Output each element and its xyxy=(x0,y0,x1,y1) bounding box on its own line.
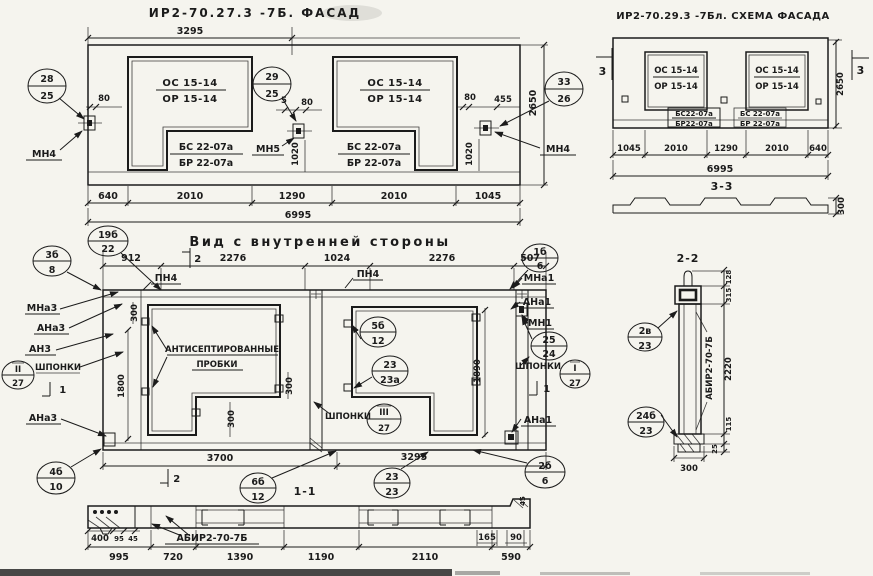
svg-text:АН3: АН3 xyxy=(29,344,51,355)
svg-text:165: 165 xyxy=(478,533,496,543)
dim-label: 2110 xyxy=(411,552,439,563)
svg-text:ОР 15-14: ОР 15-14 xyxy=(162,94,218,105)
section-mark-2-bottom xyxy=(160,469,181,487)
section-2-2-base xyxy=(674,434,704,444)
svg-text:АБИР2-70-7Б: АБИР2-70-7Б xyxy=(176,533,248,544)
shponki-label-mid xyxy=(314,402,401,434)
callout-3b-8 xyxy=(33,246,101,290)
facade-sill-right-mark xyxy=(338,142,410,169)
schema-view xyxy=(596,11,869,217)
section-3-3-title: 3-3 xyxy=(710,180,734,193)
dim-label: 507 xyxy=(520,253,540,264)
dim-label: 640 xyxy=(809,144,827,154)
an3-label xyxy=(25,334,113,355)
svg-text:12: 12 xyxy=(371,336,385,347)
svg-text:80: 80 xyxy=(98,94,110,104)
facade-view xyxy=(26,5,583,226)
svg-text:1020: 1020 xyxy=(291,142,301,166)
antiseptic-plugs-label xyxy=(152,326,279,387)
dim-label: 1290 xyxy=(278,191,306,202)
section-mark-1-right xyxy=(529,381,551,395)
svg-text:ПН4: ПН4 xyxy=(356,269,380,280)
callout-2b-6 xyxy=(473,450,565,488)
dim-label: 2276 xyxy=(219,253,247,264)
svg-text:26: 26 xyxy=(557,94,571,105)
svg-text:МН4: МН4 xyxy=(545,144,571,155)
svg-text:2в: 2в xyxy=(638,326,652,337)
section-mark-3-left xyxy=(596,48,612,80)
schema-sill-left-mark xyxy=(668,108,720,128)
svg-text:300: 300 xyxy=(837,197,847,215)
section-2-2-title: 2-2 xyxy=(676,252,700,265)
svg-text:3б: 3б xyxy=(45,250,59,261)
svg-text:БР22-07а: БР22-07а xyxy=(675,120,713,128)
callout-33-26 xyxy=(500,72,583,126)
abir-label-rotated: АБИР2-70-7Б xyxy=(705,336,715,400)
schema-sill-right-mark xyxy=(734,108,786,128)
mna1-label xyxy=(513,273,556,288)
dim-label: 1290 xyxy=(714,144,738,154)
abir-label xyxy=(152,516,259,544)
facade-window-left-mark xyxy=(156,78,226,105)
svg-text:ШПОНКИ: ШПОНКИ xyxy=(324,412,372,422)
svg-text:БС 22-07а: БС 22-07а xyxy=(346,142,402,153)
dim-label: 2010 xyxy=(664,144,688,154)
svg-text:25: 25 xyxy=(265,89,279,100)
svg-text:22: 22 xyxy=(101,244,115,255)
svg-text:3: 3 xyxy=(856,64,866,77)
section-1-1 xyxy=(85,496,533,563)
dim-label: 912 xyxy=(121,253,141,264)
svg-text:455: 455 xyxy=(494,95,512,105)
svg-text:АНа3: АНа3 xyxy=(36,323,66,334)
svg-text:1: 1 xyxy=(59,385,67,396)
svg-text:БС 22-07а: БС 22-07а xyxy=(739,110,781,118)
svg-text:2: 2 xyxy=(173,474,181,485)
dim-label: 720 xyxy=(163,552,183,563)
svg-text:29: 29 xyxy=(265,72,279,83)
schema-window-right xyxy=(746,52,808,110)
schema-dim-bottom xyxy=(610,130,831,180)
ana3-label-b xyxy=(26,413,106,436)
svg-text:5б: 5б xyxy=(371,321,385,332)
shponki-label-right xyxy=(515,357,590,389)
dim-label: 3700 xyxy=(206,453,234,464)
dim-label: 590 xyxy=(501,552,521,563)
svg-text:315: 315 xyxy=(725,287,733,303)
svg-text:ОС 15-14: ОС 15-14 xyxy=(654,66,698,76)
svg-text:28: 28 xyxy=(40,74,54,85)
dim-label: 995 xyxy=(109,552,129,563)
svg-text:33: 33 xyxy=(557,77,571,88)
facade-dim-top xyxy=(85,26,520,55)
svg-text:2: 2 xyxy=(194,254,202,265)
svg-text:10: 10 xyxy=(49,482,63,493)
dim-label: 1190 xyxy=(307,552,335,563)
svg-text:128: 128 xyxy=(725,269,733,285)
dim-label: 3295 xyxy=(176,26,204,37)
pn4-label-a xyxy=(143,273,181,290)
svg-text:ШПОНКИ: ШПОНКИ xyxy=(34,363,82,373)
svg-text:1800: 1800 xyxy=(117,374,127,398)
svg-text:ОС 15-14: ОС 15-14 xyxy=(755,66,799,76)
section-1-1-dim-chain xyxy=(85,530,533,563)
svg-text:27: 27 xyxy=(378,424,390,434)
svg-text:БР 22-07а: БР 22-07а xyxy=(346,158,402,169)
svg-text:23: 23 xyxy=(385,472,399,483)
dim-label: 2010 xyxy=(176,191,204,202)
svg-text:МН1: МН1 xyxy=(527,318,553,329)
svg-text:25: 25 xyxy=(711,444,719,454)
svg-text:300: 300 xyxy=(285,377,295,395)
dim-label: 1045 xyxy=(474,191,502,202)
svg-text:1: 1 xyxy=(543,384,551,395)
plug-mark xyxy=(344,320,352,327)
pn4-label-b xyxy=(345,269,383,288)
svg-text:ПРОБКИ: ПРОБКИ xyxy=(196,360,238,370)
svg-text:8: 8 xyxy=(48,265,56,276)
dim-label: 1045 xyxy=(617,144,641,154)
svg-text:19б: 19б xyxy=(98,230,118,241)
anchor-symbol-right xyxy=(474,121,499,135)
svg-text:БР 22-07а: БР 22-07а xyxy=(739,120,781,128)
svg-text:2650: 2650 xyxy=(836,72,846,96)
svg-text:12: 12 xyxy=(251,492,265,503)
dim-label: 2010 xyxy=(380,191,408,202)
scan-artifacts xyxy=(0,569,810,576)
inner-view xyxy=(2,226,590,503)
inner-vdims xyxy=(117,302,488,442)
svg-text:1б: 1б xyxy=(533,247,547,258)
dim-label: 6995 xyxy=(284,210,312,221)
svg-text:300: 300 xyxy=(227,410,237,428)
dim-label: 2010 xyxy=(765,144,789,154)
svg-text:ШПОНКИ: ШПОНКИ xyxy=(514,362,562,372)
callout-23-23a xyxy=(354,356,408,388)
anchor-label-mn4-left xyxy=(26,131,82,160)
svg-text:АНа1: АНа1 xyxy=(522,297,552,308)
svg-text:II: II xyxy=(14,365,22,375)
svg-text:23: 23 xyxy=(383,360,397,371)
svg-text:2220: 2220 xyxy=(724,357,734,381)
svg-text:300: 300 xyxy=(680,464,698,474)
schema-window-right-mark xyxy=(754,66,800,92)
inner-view-title: Вид с внутренней стороны xyxy=(189,235,451,250)
svg-text:МН5: МН5 xyxy=(255,144,281,155)
schema-window-left-mark xyxy=(653,66,699,92)
svg-text:БР 22-07а: БР 22-07а xyxy=(178,158,234,169)
svg-text:АНа3: АНа3 xyxy=(28,413,58,424)
facade-dim-bottom xyxy=(85,186,523,226)
facade-window-left xyxy=(128,57,252,170)
callout-5b-12 xyxy=(352,317,396,347)
dim-label: 6995 xyxy=(706,164,734,175)
svg-text:ОР 15-14: ОР 15-14 xyxy=(654,82,698,92)
facade-sill-left-mark xyxy=(170,142,243,169)
svg-text:90: 90 xyxy=(510,533,522,543)
schema-dot-1 xyxy=(622,96,628,102)
svg-text:ОС 15-14: ОС 15-14 xyxy=(162,78,218,89)
anchor-label-mn5 xyxy=(252,138,294,155)
dim-label: 2276 xyxy=(428,253,456,264)
svg-text:23а: 23а xyxy=(380,375,400,386)
svg-text:5: 5 xyxy=(281,96,287,106)
svg-text:45: 45 xyxy=(128,535,138,543)
svg-text:ПН4: ПН4 xyxy=(154,273,178,284)
schema-vdim-2650 xyxy=(828,39,846,129)
schema-window-left xyxy=(645,52,707,110)
svg-text:27: 27 xyxy=(569,379,581,389)
facade-panel-outline xyxy=(88,45,520,185)
section-mark-2-top xyxy=(182,248,202,268)
section-2-2-body xyxy=(679,304,701,434)
svg-text:27: 27 xyxy=(12,379,24,389)
svg-text:23: 23 xyxy=(385,487,399,498)
svg-text:6: 6 xyxy=(536,261,544,272)
svg-text:АНа1: АНа1 xyxy=(523,415,553,426)
callout-6b-12 xyxy=(240,451,336,503)
svg-text:23: 23 xyxy=(638,341,652,352)
facade-small-dims xyxy=(86,93,520,172)
callout-2v-23 xyxy=(628,311,677,352)
svg-text:6: 6 xyxy=(541,476,549,487)
callout-28-25 xyxy=(28,69,84,119)
svg-text:III: III xyxy=(379,408,389,418)
svg-text:МН4: МН4 xyxy=(31,149,57,160)
dim-label: 1390 xyxy=(226,552,254,563)
anchor-label-mn4-right xyxy=(495,132,576,155)
dim-label: 3295 xyxy=(400,452,428,463)
schema-dot-3 xyxy=(816,99,821,104)
anchor-symbol-left xyxy=(78,116,102,130)
dim-label: 640 xyxy=(98,191,118,202)
svg-text:МНа1: МНа1 xyxy=(523,273,555,284)
section-1-1-title: 1-1 xyxy=(293,485,317,498)
mna3-label xyxy=(25,292,118,314)
schema-title: ИР2-70.29.3 -7Бл. СХЕМА ФАСАДА xyxy=(616,11,830,22)
svg-text:23: 23 xyxy=(639,426,653,437)
schema-dot-2 xyxy=(721,97,727,103)
svg-text:80: 80 xyxy=(301,98,313,108)
svg-text:25: 25 xyxy=(40,91,54,102)
ana1-label-b xyxy=(512,415,556,432)
facade-vdim-2650 xyxy=(520,42,548,188)
facade-title: ИР2-70.27.3 -7Б. ФАСАД xyxy=(148,6,362,20)
facade-window-right-mark xyxy=(360,78,430,105)
svg-text:1890: 1890 xyxy=(473,359,483,383)
callout-24b-23 xyxy=(628,407,677,437)
inner-dim-bottom xyxy=(100,452,549,470)
svg-text:4б: 4б xyxy=(49,467,63,478)
callout-29-25 xyxy=(253,67,296,121)
shponki-label-left xyxy=(2,352,123,389)
section-mark-3-right xyxy=(852,50,869,80)
svg-text:1020: 1020 xyxy=(465,142,475,166)
svg-text:3: 3 xyxy=(598,65,608,78)
svg-text:25: 25 xyxy=(542,335,556,346)
svg-text:I: I xyxy=(573,364,577,374)
svg-text:95: 95 xyxy=(114,535,124,543)
dim-label: 1024 xyxy=(323,253,351,264)
svg-text:45: 45 xyxy=(519,496,527,506)
section-3-3 xyxy=(613,180,847,217)
svg-text:24б: 24б xyxy=(636,411,656,422)
plug-mark xyxy=(344,384,352,391)
svg-text:6б: 6б xyxy=(251,477,265,488)
lifting-loop xyxy=(684,271,692,286)
anchor-detail-bottom-left xyxy=(104,433,115,446)
svg-text:МНа3: МНа3 xyxy=(26,303,58,314)
svg-text:ОС 15-14: ОС 15-14 xyxy=(367,78,423,89)
svg-text:БС22-07а: БС22-07а xyxy=(675,110,713,118)
section-2-2 xyxy=(628,252,734,474)
svg-text:ОР 15-14: ОР 15-14 xyxy=(755,82,799,92)
svg-text:2650: 2650 xyxy=(528,89,539,117)
svg-text:80: 80 xyxy=(464,93,476,103)
svg-text:2б: 2б xyxy=(538,461,552,472)
section-mark-1-left xyxy=(42,382,67,396)
section-1-1-profile xyxy=(88,499,530,528)
svg-text:ОР 15-14: ОР 15-14 xyxy=(367,94,423,105)
svg-text:115: 115 xyxy=(725,416,733,432)
svg-text:400: 400 xyxy=(91,534,109,544)
svg-text:БС 22-07а: БС 22-07а xyxy=(178,142,234,153)
anchor-symbol-mid xyxy=(287,124,312,138)
svg-text:300: 300 xyxy=(130,304,140,322)
svg-text:24: 24 xyxy=(542,349,556,360)
facade-window-right xyxy=(333,57,457,170)
callout-4b-10 xyxy=(37,449,101,494)
svg-text:АНТИСЕПТИРОВАННЫЕ: АНТИСЕПТИРОВАННЫЕ xyxy=(164,345,280,355)
